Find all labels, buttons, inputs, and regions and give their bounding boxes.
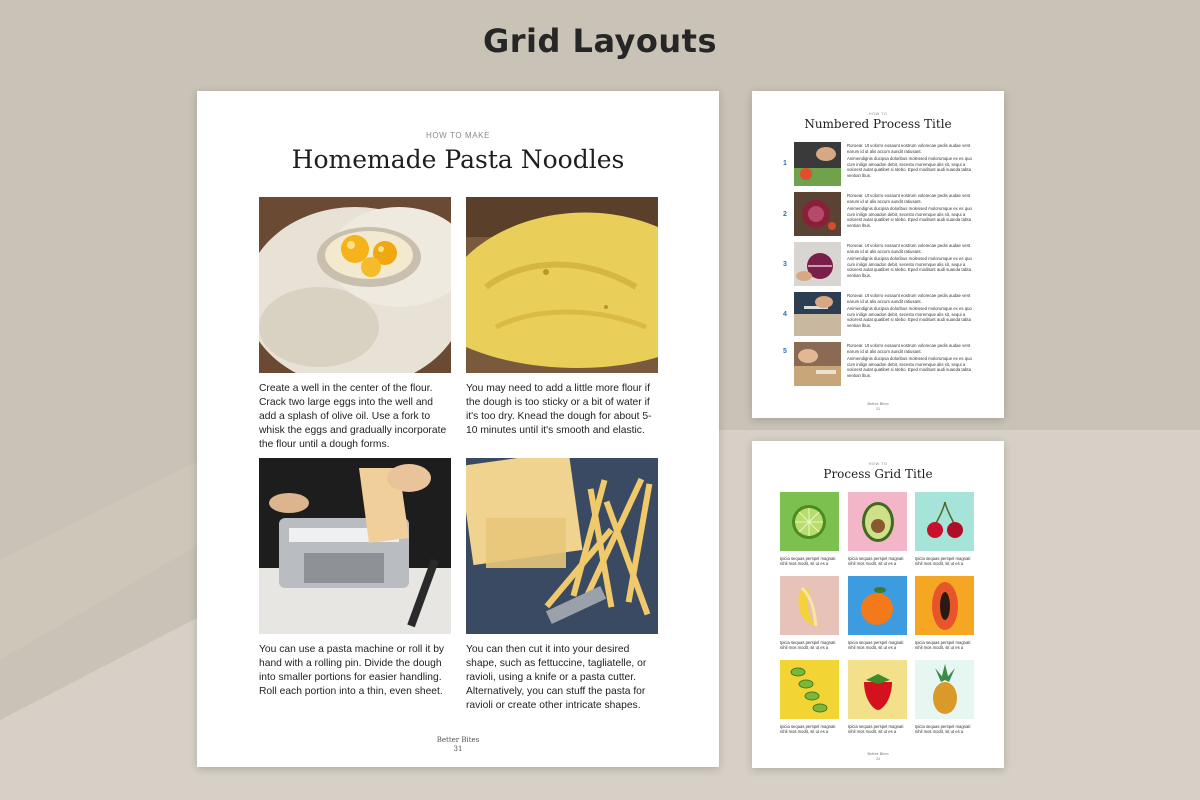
step-number: 3: [783, 261, 787, 268]
step-3-thumbnail: [794, 242, 841, 286]
footer-brand: Better Bites: [436, 736, 480, 744]
page-title: Numbered Process Title: [804, 117, 952, 131]
step-1-text: Roroear. Ut volorro eosaunt eostrum volorecae pedis audae vent earum id ut alis accum aundit ratiusant. Animendignis ducipsa doloribus molessed molorumque ex es quo cum inilign amoadon debit, secesto moremque alis sit, sequi a volorest autat quatibet si Idebo. Eped moditunt audi suanda tabta ventian lbus.: [847, 143, 972, 178]
papaya-tile: [915, 576, 974, 635]
page-footer: [752, 752, 1004, 762]
page-heading: Grid Layouts: [482, 22, 718, 60]
step-number: 5: [783, 348, 787, 355]
eyebrow-label: HOW TO: [868, 461, 888, 466]
footer-brand: Better Bites: [867, 752, 889, 756]
flour-eggs-photo: [259, 197, 451, 373]
step-1-text: Create a well in the center of the flour. Crack two large eggs into the well and add a splash of olive oil. Use a fork to whisk the eggs and gradually incorporate the flour until a dough forms.: [259, 383, 447, 450]
step-4-thumbnail: [794, 292, 841, 336]
process-grid-page: [752, 441, 1004, 768]
banana-tile: [780, 576, 839, 635]
step-number: 1: [783, 160, 787, 167]
eyebrow-label: HOW TO MAKE: [425, 131, 491, 140]
step-2-thumbnail: [794, 192, 841, 236]
step-3-text: Roroear. Ut volorro eosaunt eostrum volorecae pedis audae vent earum id ut alis accum aundit ratiusant. Animendignis ducipsa doloribus molessed molorumque ex es quo cum inilign amoadon debit, secesto moremque alis sit, sequi a volorest autat quatibet si Idebo. Eped moditunt audi suanda tabta ventian lbus.: [847, 243, 972, 278]
tile-caption: Ipicia sequas perspel magnati nihil mos modit, sit ut es a: [780, 556, 836, 567]
tile-caption: Ipicia sequas perspel magnati nihil mos modit, sit ut es a: [780, 724, 836, 735]
tangerine-tile: [848, 576, 907, 635]
pineapple-tile: [915, 660, 974, 719]
tile-caption: Ipicia sequas perspel magnati nihil mos modit, sit ut es a: [915, 556, 971, 567]
step-2-text: Roroear. Ut volorro eosaunt eostrum volorecae pedis audae vent earum id ut alis accum aundit ratiusant. Animendignis ducipsa doloribus molessed molorumque ex es quo cum inilign amoadon debit, secesto moremque alis sit, sequi a volorest autat quatibet si Idebo. Eped moditunt audi suanda tabta ventian lbus.: [847, 193, 972, 228]
step-number: 2: [783, 211, 787, 218]
step-5-thumbnail: [794, 342, 841, 386]
strawberry-tile: [848, 660, 907, 719]
lime-tile: [780, 492, 839, 551]
step-3-text: You can use a pasta machine or roll it by hand with a rolling pin. Divide the dough into smaller portions for easier handling. Roll each portion into a thin, even sheet.: [259, 644, 445, 697]
pasta-machine-photo: [259, 458, 451, 634]
kiwi-tile: [780, 660, 839, 719]
pasta-spread-page: [197, 91, 719, 767]
tile-caption: Ipicia sequas perspel magnati nihil mos modit, sit ut es a: [848, 640, 904, 651]
footer-page-number: 31: [453, 745, 463, 753]
tile-caption: Ipicia sequas perspel magnati nihil mos modit, sit ut es a: [848, 556, 904, 567]
tile-caption: Ipicia sequas perspel magnati nihil mos modit, sit ut es a: [780, 640, 836, 651]
footer-brand: Better Bites: [867, 402, 889, 406]
eyebrow-label: HOW TO: [868, 111, 888, 116]
cherry-tile: [915, 492, 974, 551]
pasta-dough-photo: [466, 197, 658, 373]
cut-noodles-photo: [466, 458, 658, 634]
step-number: 4: [783, 311, 787, 318]
page-footer: [197, 736, 719, 754]
step-4-text: Roroear. Ut volorro eosaunt eostrum volorecae pedis audae vent earum id ut alis accum aundit ratiusant. Animendignis ducipsa doloribus molessed molorumque ex es quo cum inilign amoadon debit, secesto moremque alis sit, sequi a volorest autat quatibet si Idebo. Eped moditunt audi suanda tabta ventian lbus.: [847, 293, 972, 328]
footer-page-number: 32: [875, 407, 881, 411]
footer-page-number: 33: [875, 757, 881, 761]
step-5-text: Roroear. Ut volorro eosaunt eostrum volorecae pedis audae vent earum id ut alis accum aundit ratiusant. Animendignis ducipsa doloribus molessed molorumque ex es quo cum inilign amoadon debit, secesto moremque alis sit, sequi a volorest autat quatibet si Idebo. Eped moditunt audi suanda tabta ventian lbus.: [847, 343, 972, 378]
page-footer: [752, 402, 1004, 412]
page-title: Process Grid Title: [823, 467, 933, 481]
page-title: Homemade Pasta Noodles: [291, 145, 625, 174]
tile-caption: Ipicia sequas perspel magnati nihil mos modit, sit ut es a: [915, 724, 971, 735]
tile-caption: Ipicia sequas perspel magnati nihil mos modit, sit ut es a: [915, 640, 971, 651]
tile-caption: Ipicia sequas perspel magnati nihil mos modit, sit ut es a: [848, 724, 904, 735]
step-2-text: You may need to add a little more flour if the dough is too sticky or a bit of water if it's too dry. Knead the dough for about 5-10 minutes until it's smooth and elastic.: [466, 383, 652, 436]
step-4-text: You can then cut it into your desired shape, such as fettuccine, tagliatelle, or ravioli, using a knife or a pasta cutter. Alternatively, you can stuff the pasta for ravioli or create other intricate shapes.: [466, 644, 647, 711]
avocado-tile: [848, 492, 907, 551]
numbered-process-page: [752, 91, 1004, 418]
step-1-thumbnail: [794, 142, 841, 186]
